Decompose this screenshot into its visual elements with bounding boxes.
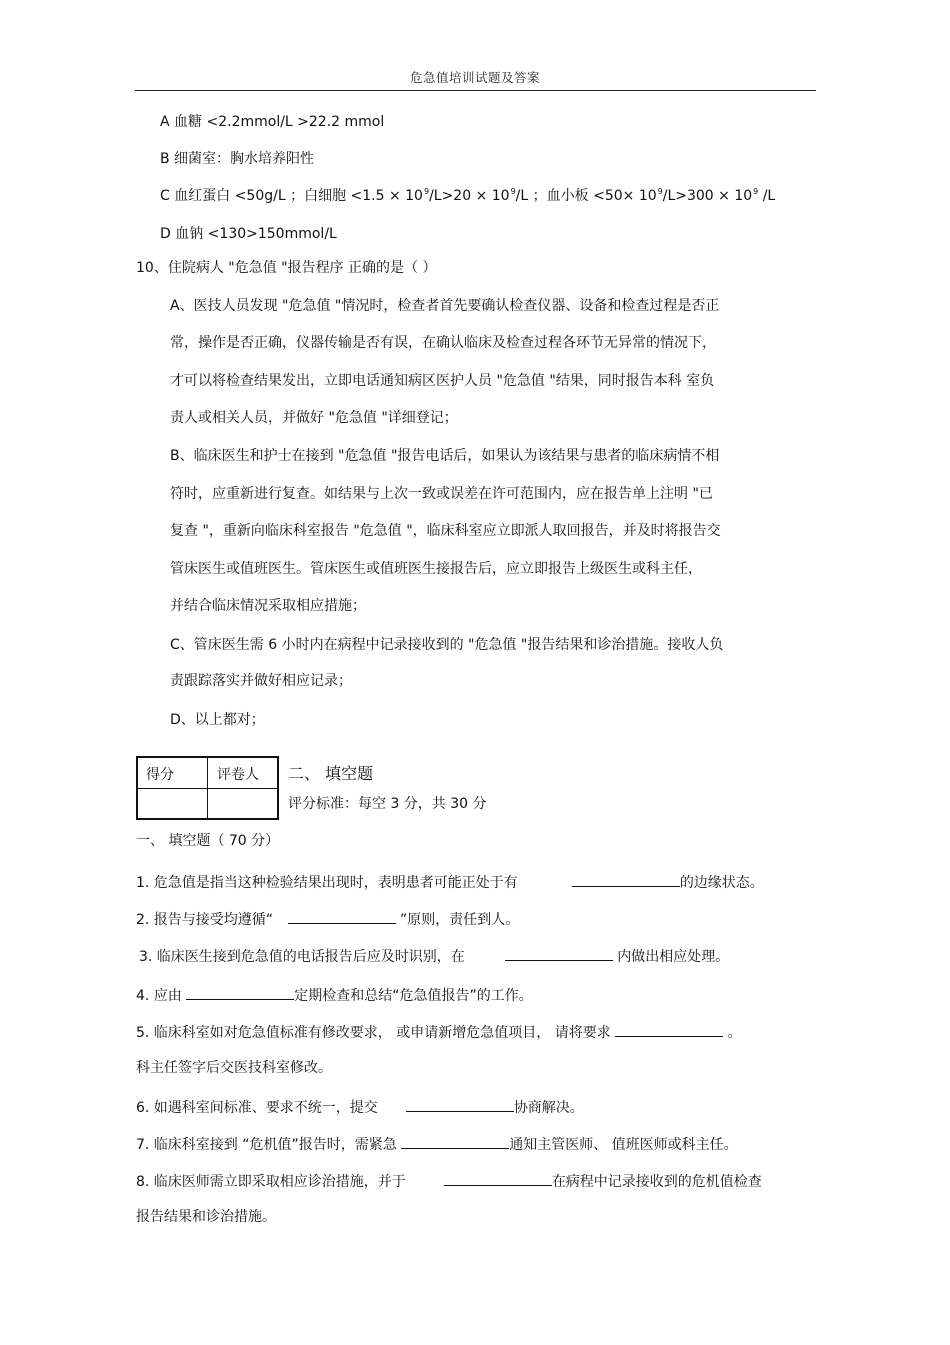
question-text: 8. 临床医师需立即采取相应诊治措施，并于: [136, 1174, 406, 1190]
fill-question-8: [136, 1171, 762, 1191]
q9-option-c-part: /L>20 × 10: [429, 188, 510, 204]
question-text: 通知主管医师、 值班医师或科主任。: [509, 1137, 738, 1153]
fill-question-1: [136, 872, 764, 892]
q10-option-c-line: 责跟踪落实并做好相应记录；: [170, 673, 352, 689]
q10-option-b-line: 复查 "，重新向临床科室报告 "危急值 "，临床科室应立即派人取回报告，并及时将报告交: [170, 523, 721, 539]
table-divider: [138, 788, 277, 789]
answer-blank[interactable]: [406, 1097, 514, 1112]
answer-blank[interactable]: [186, 985, 294, 1000]
q10-option-a-line: 常，操作是否正确，仪器传输是否有误，在确认临床及检查过程各环节无异常的情况下，: [170, 335, 716, 351]
page-header-title: 危急值培训试题及答案: [409, 70, 540, 85]
superscript: 9: [657, 187, 663, 196]
question-text: 5. 临床科室如对危急值标准有修改要求， 或申请新增危急值项目， 请将要求: [136, 1025, 616, 1041]
question-text: 在病程中记录接收到的危机值检查: [551, 1174, 762, 1190]
q9-option-c-part: /L ；血小板 <50× 10: [515, 188, 657, 204]
q9-option-b: B 细菌室：胸水培养阳性: [160, 151, 315, 167]
fill-question-5-continued: 科主任签字后交医技科室修改。: [136, 1060, 332, 1076]
question-text: 3. 临床医生接到危急值的电话报告后应及时识别，在: [139, 949, 465, 965]
q10-option-d-line: D、以上都对；: [170, 712, 265, 728]
q9-option-c-part: C 血红蛋白 <50g/L ；白细胞 <1.5 × 10: [160, 188, 423, 204]
superscript: 9: [753, 187, 759, 196]
section-title: 二、 填空题: [288, 764, 374, 783]
answer-blank[interactable]: [615, 1022, 723, 1037]
question-text: 协商解决。: [513, 1100, 584, 1116]
header-divider: [135, 90, 816, 91]
fill-section-title: 一、 填空题（ 70 分）: [136, 833, 280, 849]
answer-blank[interactable]: [401, 1134, 509, 1149]
answer-blank[interactable]: [505, 946, 613, 961]
question-text: 2. 报告与接受均遵循“: [136, 912, 278, 928]
q9-option-c: [160, 187, 775, 207]
fill-question-2: [136, 909, 519, 929]
fill-question-5: [136, 1022, 742, 1042]
scoring-criteria: 评分标准：每空 3 分，共 30 分: [288, 796, 487, 812]
answer-blank[interactable]: [444, 1171, 552, 1186]
q9-option-a: A 血糖 <2.2mmol/L >22.2 mmol: [160, 114, 385, 130]
score-label: 得分: [146, 767, 174, 783]
question-text: 7. 临床科室接到 “危机值”报告时，需紧急: [136, 1137, 402, 1153]
question-text: 1. 危急值是指当这种检验结果出现时，表明患者可能正处于有: [136, 875, 518, 891]
q10-option-b-line: 管床医生或值班医生。管床医生或值班医生接报告后，应立即报告上级医生或科主任，: [170, 561, 702, 577]
question-text: 6. 如遇科室间标准、要求不统一，提交: [136, 1100, 378, 1116]
q10-option-a-line: 才可以将检查结果发出，立即电话通知病区医护人员 "危急值 "结果，同时报告本科 室负: [170, 373, 715, 389]
q10-option-a-line: A、医技人员发现 "危急值 "情况时，检查者首先要确认检查仪器、设备和检查过程是否正: [170, 298, 720, 314]
fill-question-6: [136, 1097, 584, 1117]
answer-blank[interactable]: [288, 909, 396, 924]
question-text: 4. 应由: [136, 988, 187, 1004]
q10-option-b-line: B、临床医生和护士在接到 "危急值 "报告电话后，如果认为该结果与患者的临床病情不相: [170, 448, 720, 464]
question-text: 的边缘状态。: [679, 875, 764, 891]
question-text: ”原则，责任到人。: [395, 912, 520, 928]
q10-option-a-line: 责人或相关人员，并做好 "危急值 "详细登记；: [170, 410, 458, 426]
superscript: 9: [423, 187, 430, 196]
question-text: 定期检查和总结“危急值报告”的工作。: [294, 988, 533, 1004]
grader-label: 评卷人: [217, 767, 259, 783]
fill-question-8-continued: 报告结果和诊治措施。: [136, 1209, 276, 1225]
score-table: [136, 756, 279, 820]
question-text: 。: [723, 1025, 742, 1041]
q9-option-d: D 血钠 <130>150mmol/L: [160, 226, 337, 242]
q9-option-c-part: /L: [758, 188, 776, 204]
q10-option-c-line: C、管床医生需 6 小时内在病程中记录接收到的 "危急值 "报告结果和诊治措施。接收人负: [170, 637, 724, 653]
superscript: 9: [510, 187, 516, 196]
fill-question-4: [136, 985, 533, 1005]
q9-option-c-part: /L>300 × 10: [662, 188, 753, 204]
fill-question-7: [136, 1134, 738, 1154]
q10-option-b-line: 并结合临床情况采取相应措施；: [170, 598, 366, 614]
question-text: 内做出相应处理。: [612, 949, 730, 965]
answer-blank[interactable]: [572, 872, 680, 887]
q10-option-b-line: 符时，应重新进行复查。如结果与上次一致或误差在许可范围内，应在报告单上注明 "已: [170, 486, 713, 502]
fill-question-3: [139, 946, 729, 966]
q10-stem: 10、住院病人 "危急值 "报告程序 正确的是（ ）: [136, 260, 437, 276]
